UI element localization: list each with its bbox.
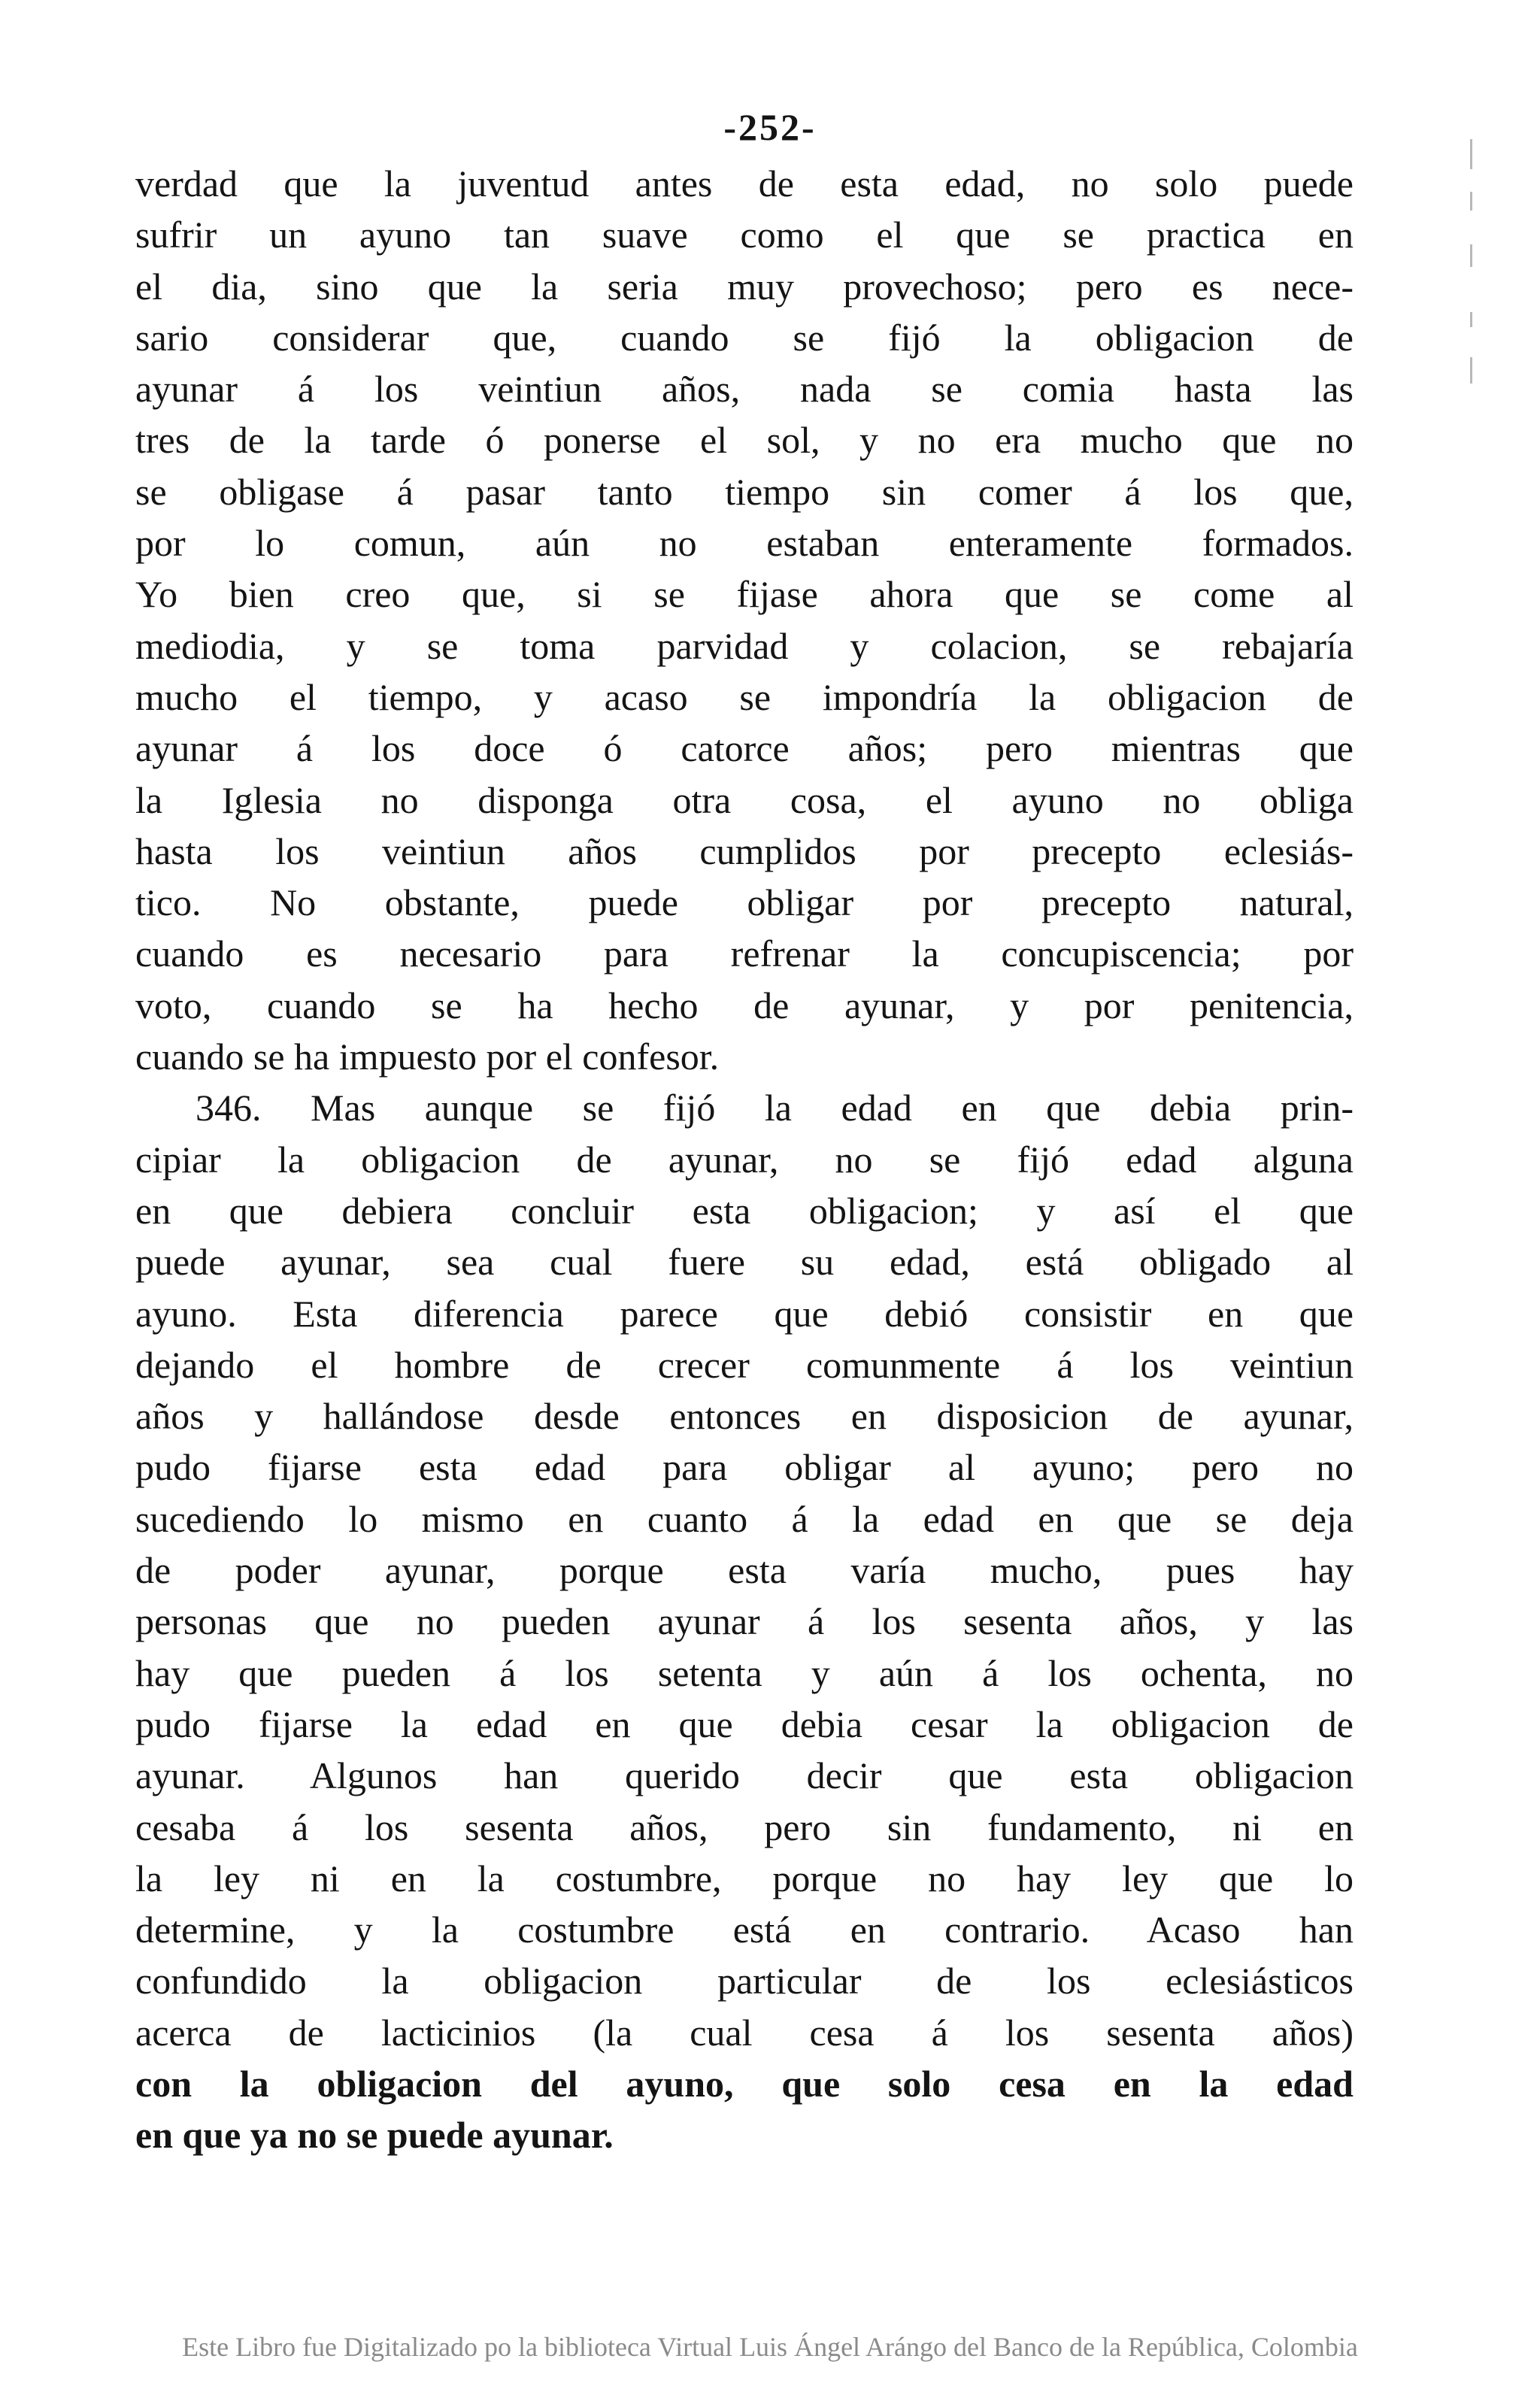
text-line: la ley ni en la costumbre, porque no hay ley que lo [135,1857,1354,1899]
text-line: el dia, sino que la seria muy provechoso; pero es nece- [135,265,1354,308]
paragraph-start-line: 346. Mas aunque se fijó la edad en que debia prin- [196,1087,1354,1129]
text-line: cuando se ha impuesto por el confesor. [135,1035,720,1078]
text-line: por lo comun, aún no estaban enteramente formados. [135,522,1354,565]
text-line: años y hallándose desde entonces en disposicion de ayunar, [135,1395,1354,1438]
text-line: voto, cuando se ha hecho de ayunar, y por penitencia, [135,984,1354,1026]
text-line: mediodia, y se toma parvidad y colacion, se rebajaría [135,624,1354,667]
text-line: ayunar á los doce ó catorce años; pero mientras que [135,727,1354,770]
text-line: hay que pueden á los setenta y aún á los ochenta, no [135,1651,1354,1694]
page-number: -252- [723,106,817,148]
text-line: Yo bien creo que, si se fijase ahora que se come al [135,573,1354,616]
text-line: ayunar á los veintiun años, nada se comia hasta las [135,368,1354,411]
scan-edge-marks [1470,139,1475,387]
text-line: acerca de lacticinios (la cual cesa á los sesenta años) [135,2011,1354,2054]
text-line: pudo fijarse la edad en que debia cesar la obligacion de [135,1702,1354,1745]
text-line: sucediendo lo mismo en cuanto á la edad en que se deja [135,1497,1354,1540]
digitization-credit: Este Libro fue Digitalizado po la biblioteca Virtual Luis Ángel Arángo del Banco de la República, Colombia [182,2332,1358,2362]
text-line: la Iglesia no disponga otra cosa, el ayuno no obliga [135,778,1354,821]
text-line: cesaba á los sesenta años, pero sin fundamento, ni en [135,1805,1354,1848]
text-line: puede ayunar, sea cual fuere su edad, está obligado al [135,1241,1354,1284]
text-line: confundido la obligacion particular de los eclesiásticos [135,1960,1354,2002]
text-line: hasta los veintiun años cumplidos por precepto eclesiás- [135,829,1354,872]
text-line: tres de la tarde ó ponerse el sol, y no era mucho que no [135,419,1354,462]
text-line: se obligase á pasar tanto tiempo sin comer á los que, [135,470,1354,513]
text-line: pudo fijarse esta edad para obligar al ayuno; pero no [135,1446,1354,1489]
text-line: verdad que la juventud antes de esta edad, no solo puede [135,162,1354,205]
text-line: tico. No obstante, puede obligar por precepto natural, [135,881,1354,924]
text-line: personas que no pueden ayunar á los sesenta años, y las [135,1600,1354,1643]
text-line: en que debiera concluir esta obligacion; y así el que [135,1189,1354,1232]
text-line: mucho el tiempo, y acaso se impondría la obligacion de [135,675,1354,718]
text-line: de poder ayunar, porque esta varía mucho, pues hay [135,1549,1354,1592]
text-line: con la obligacion del ayuno, que solo cesa en la edad [135,2062,1354,2105]
text-line: en que ya no se puede ayunar. [135,2114,614,2157]
text-line: determine, y la costumbre está en contrario. Acaso han [135,1908,1354,1951]
text-line: sufrir un ayuno tan suave como el que se practica en [135,214,1354,256]
text-line: ayunar. Algunos han querido decir que esta obligacion [135,1754,1354,1797]
body-text [135,158,1354,2161]
text-line: dejando el hombre de crecer comunmente á los veintiun [135,1343,1354,1386]
text-line: ayuno. Esta diferencia parece que debió consistir en que [135,1292,1354,1335]
text-line: cipiar la obligacion de ayunar, no se fijó edad alguna [135,1138,1354,1181]
text-line: cuando es necesario para refrenar la concupiscencia; por [135,932,1354,975]
text-line: sario considerar que, cuando se fijó la obligacion de [135,316,1354,359]
